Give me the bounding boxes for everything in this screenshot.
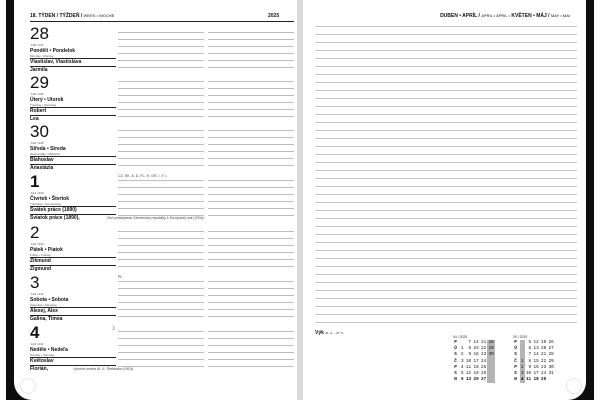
writing-line: [118, 151, 204, 152]
date-cell: 8: [468, 346, 472, 352]
day-separator-top: [30, 58, 116, 59]
day-count: 120 / 245: [31, 141, 44, 145]
note-line: [315, 130, 577, 131]
writing-line: [118, 137, 204, 138]
writing-line: [118, 194, 204, 195]
writing-line: [208, 102, 294, 103]
writing-line: [118, 208, 204, 209]
writing-line: [118, 144, 204, 145]
note-line: [315, 146, 577, 147]
date-cell: 27: [481, 377, 487, 383]
note-line: [315, 314, 577, 315]
day-separator-mid: [30, 164, 116, 165]
note-line: [315, 98, 577, 99]
date-cell: 18: [533, 377, 539, 383]
writing-line: [208, 165, 294, 166]
writing-line: [118, 231, 204, 232]
writing-line: [118, 352, 204, 353]
weekday-letter: N: [514, 377, 517, 383]
writing-line: [208, 309, 294, 310]
note-line: [315, 42, 577, 43]
mini-calendar-row: [453, 377, 495, 383]
day-name-sub: Saturday • Samstag: [30, 303, 57, 307]
writing-line: [208, 201, 294, 202]
day-count: 124 / 241: [31, 342, 44, 346]
date-cell: 4: [520, 377, 524, 383]
date-cell: 10: [465, 358, 472, 364]
note-line: [315, 306, 577, 307]
weekday-letter: P: [454, 364, 457, 370]
date-cell: 1: [460, 346, 464, 352]
date-cell: 5: [528, 340, 532, 345]
day-count: 122 / 243: [31, 242, 44, 246]
writing-line: [208, 238, 294, 239]
writing-line: [118, 81, 204, 82]
writing-line: [118, 130, 204, 131]
date-cell: 4: [460, 364, 464, 370]
weekday-letter: Ú: [514, 346, 517, 352]
day-separator-mid: [30, 115, 116, 116]
day-name-sub: Wednesday • Mittwoch: [30, 152, 61, 156]
note-line: [315, 138, 577, 139]
date-cell: 23: [481, 352, 487, 358]
date-cell: 11: [465, 364, 472, 370]
date-cell: 17: [473, 358, 479, 364]
nameday-1: Blahoslav: [30, 157, 54, 163]
day-name-sub: Friday • Freitag: [30, 253, 51, 257]
note-line: [315, 50, 577, 51]
note-line: [315, 114, 577, 115]
day-count: 119 / 246: [31, 92, 44, 96]
date-cell: 5: [460, 371, 464, 377]
week-sub: WEEK • WOCHE: [83, 13, 115, 18]
day-name: Středa • Streda: [30, 146, 66, 152]
note-line: [315, 202, 577, 203]
note-line: [315, 122, 577, 123]
date-cell: 22: [481, 346, 487, 352]
date-cell: 15: [473, 346, 479, 352]
day-note: PL: [118, 275, 123, 279]
writing-line: [118, 266, 204, 267]
day-note: Výročie úmrtia M. R. Štefánika (1919): [73, 367, 133, 371]
writing-line: [208, 60, 294, 61]
nameday-2: Anastázia: [30, 165, 54, 171]
day-name: Sobota • Sobota: [30, 297, 69, 303]
writing-line: [208, 359, 294, 360]
nameday-1: Květoslav: [30, 358, 54, 364]
writing-line: [118, 180, 204, 181]
date-cell: 27: [548, 346, 554, 352]
day-separator-mid: [30, 315, 116, 316]
writing-line: [118, 32, 204, 33]
writing-line: [208, 180, 294, 181]
nameday-2: Žigmund: [30, 266, 52, 272]
day-name-sub: Thursday • Donnerstag: [30, 202, 61, 206]
note-line: [315, 242, 577, 243]
date-cell: [487, 377, 495, 383]
month-sub-2: MAY • MAI: [550, 13, 570, 18]
writing-line: [208, 352, 294, 353]
note-line: [315, 58, 577, 59]
weekday-letter: P: [514, 364, 517, 370]
writing-line: [208, 137, 294, 138]
weekday-letter: Ú: [454, 346, 457, 352]
writing-line: [118, 109, 204, 110]
left-page: [14, 0, 297, 400]
note-line: [315, 66, 577, 67]
month-label-1: DUBEN • APRÍL /: [440, 13, 480, 19]
date-cell: 14: [473, 340, 479, 345]
week-header: [30, 13, 114, 19]
weekend-range: 31. 4. – 27. 5.: [325, 331, 344, 335]
writing-line: [208, 281, 294, 282]
writing-line: [208, 67, 294, 68]
writing-line: [118, 201, 204, 202]
writing-line: [118, 245, 204, 246]
day-separator-top: [30, 206, 116, 207]
day-name-sub: Monday • Montag: [30, 54, 54, 58]
note-line: [315, 234, 577, 235]
weekday-letter: S: [454, 371, 457, 377]
date-cell: 20: [473, 377, 479, 383]
note-line: [315, 82, 577, 83]
date-cell: 2: [460, 352, 464, 358]
note-line: [315, 178, 577, 179]
nameday-2: Florián,: [30, 366, 49, 372]
date-cell: 19: [473, 371, 479, 377]
day-number: 29: [30, 73, 49, 92]
day-number: 2: [30, 223, 40, 242]
date-cell: 21: [541, 352, 547, 358]
date-cell: 9: [468, 352, 472, 358]
date-cell: 28: [548, 352, 554, 358]
weekend-label: [315, 330, 344, 336]
date-cell: 13: [465, 377, 472, 383]
writing-line: [208, 81, 294, 82]
day-number: 1: [30, 172, 40, 191]
date-cell: 23: [541, 364, 547, 370]
writing-line: [208, 46, 294, 47]
date-cell: 22: [541, 358, 547, 364]
writing-line: [118, 102, 204, 103]
date-cell: 31: [548, 371, 554, 377]
writing-line: [208, 32, 294, 33]
writing-line: [208, 345, 294, 346]
date-cell: 7: [468, 340, 472, 345]
writing-line: [208, 331, 294, 332]
writing-line: [118, 288, 204, 289]
note-line: [315, 162, 577, 163]
note-line: [315, 258, 577, 259]
writing-line: [118, 338, 204, 339]
writing-line: [118, 46, 204, 47]
day-count: 121 / 244: [31, 191, 44, 195]
month-label-2: KVĚTEN • MÁJ /: [511, 13, 550, 19]
date-cell: 1: [520, 358, 524, 364]
note-line: [315, 186, 577, 187]
writing-line: [208, 53, 294, 54]
writing-line: [118, 295, 204, 296]
day-separator-top: [30, 307, 116, 308]
date-cell: 24: [541, 371, 547, 377]
date-cell: 26: [481, 371, 487, 377]
nameday-2: Lea: [30, 116, 39, 122]
note-line: [315, 194, 577, 195]
writing-line: [118, 259, 204, 260]
note-line: [315, 74, 577, 75]
date-cell: 24: [481, 358, 487, 364]
date-cell: 25: [481, 364, 487, 370]
note-line: [315, 290, 577, 291]
mini-calendar-grid: [453, 340, 495, 383]
date-cell: 9: [528, 364, 532, 370]
date-cell: 6: [460, 377, 464, 383]
writing-line: [208, 231, 294, 232]
writing-line: [118, 116, 204, 117]
day-number: 4: [30, 323, 40, 342]
date-cell: 7: [528, 352, 532, 358]
day-separator-top: [30, 357, 116, 358]
day-name-sub: Sunday • Sonntag: [30, 353, 55, 357]
date-cell: 30: [488, 352, 494, 358]
writing-line: [118, 309, 204, 310]
day-name: Úterý • Utorok: [30, 97, 64, 103]
date-cell: 16: [473, 352, 479, 358]
weekday-letter: Č: [514, 358, 517, 364]
note-line: [315, 226, 577, 227]
day-separator-top: [30, 257, 116, 258]
writing-line: [208, 266, 294, 267]
writing-line: [208, 302, 294, 303]
writing-line: [118, 53, 204, 54]
date-cell: 17: [533, 371, 539, 377]
date-cell: 6: [528, 346, 532, 352]
day-number: 28: [30, 24, 49, 43]
weekday-letter: Č: [454, 358, 457, 364]
note-line: [315, 322, 577, 323]
day-number: 3: [30, 273, 40, 292]
writing-line: [118, 67, 204, 68]
writing-line: [208, 316, 294, 317]
date-cell: 3: [460, 358, 464, 364]
day-count: 118 / 247: [31, 43, 44, 47]
nameday-1: Zikmund: [30, 258, 51, 264]
day-note: CZ, SK, A, D, FL, H, GR, I, F, L: [118, 174, 168, 178]
writing-line: [208, 338, 294, 339]
day-count: 123 / 242: [31, 292, 44, 296]
week-label: 18. TÝDEN / TÝŽDEŇ /: [30, 13, 83, 19]
date-cell: 15: [533, 358, 539, 364]
writing-line: [208, 130, 294, 131]
day-name-sub: Tuesday • Dienstag: [30, 103, 56, 107]
writing-line: [208, 366, 294, 367]
date-cell: 14: [533, 352, 539, 358]
mini-calendar-may: [513, 334, 555, 383]
day-separator-top: [30, 156, 116, 157]
note-line: [315, 26, 577, 27]
corner-ring-left: [20, 378, 36, 394]
day-separator-mid: [30, 214, 116, 215]
writing-line: [208, 88, 294, 89]
nameday-1: Robert: [30, 108, 47, 114]
date-cell: 10: [525, 371, 532, 377]
nameday-1: Vlastislav, Vlastislava: [30, 59, 82, 65]
date-cell: 21: [481, 340, 487, 345]
weekday-letter: S: [514, 371, 517, 377]
date-cell: 29: [548, 358, 554, 364]
writing-line: [118, 331, 204, 332]
writing-line: [118, 187, 204, 188]
writing-line: [208, 295, 294, 296]
year-label: 2025: [268, 13, 280, 19]
writing-line: [118, 359, 204, 360]
date-cell: 2: [520, 364, 524, 370]
date-cell: 26: [548, 340, 554, 345]
day-name: Čtvrtek • Štvrtok: [30, 196, 69, 202]
mini-calendar-title: 04 / 2025: [453, 335, 468, 339]
date-cell: 3: [520, 371, 524, 377]
date-cell: 8: [528, 358, 532, 364]
mini-calendar-row: [513, 377, 555, 383]
date-cell: 13: [533, 346, 539, 352]
writing-line: [208, 259, 294, 260]
weekday-letter: S: [514, 352, 517, 358]
writing-line: [208, 252, 294, 253]
day-name: Neděle • Nedeľa: [30, 347, 68, 353]
weekday-letter: P: [454, 340, 457, 345]
writing-line: [208, 151, 294, 152]
writing-line: [208, 109, 294, 110]
day-note: Deň pristúpenia Slovenskej republiky k Európskej únii (2004): [107, 216, 204, 220]
writing-line: [208, 245, 294, 246]
nameday-2: Jarmila: [30, 67, 48, 73]
note-line: [315, 282, 577, 283]
writing-line: [118, 281, 204, 282]
nameday-1: Alexej, Alex: [30, 308, 58, 314]
writing-line: [118, 252, 204, 253]
header-rule: [30, 21, 294, 22]
writing-line: [118, 95, 204, 96]
right-page: [303, 0, 586, 400]
writing-line: [118, 158, 204, 159]
weekday-letter: S: [454, 352, 457, 358]
writing-line: [118, 316, 204, 317]
month-header: [440, 13, 570, 19]
writing-line: [118, 39, 204, 40]
note-line: [315, 266, 577, 267]
mini-calendar-title: 05 / 2025: [513, 335, 528, 339]
note-line: [315, 90, 577, 91]
note-line: [315, 250, 577, 251]
writing-line: [208, 187, 294, 188]
nameday-2: Sviatok práce (1890),: [30, 215, 80, 221]
note-line: [315, 106, 577, 107]
writing-line: [208, 194, 294, 195]
corner-ring-right: [566, 378, 582, 394]
mini-calendar-grid: [513, 340, 555, 383]
date-cell: 12: [533, 340, 539, 345]
day-separator-mid: [30, 66, 116, 67]
writing-line: [118, 88, 204, 89]
date-cell: 12: [465, 371, 472, 377]
writing-line: [208, 288, 294, 289]
note-line: [315, 218, 577, 219]
writing-line: [118, 60, 204, 61]
note-line: [315, 274, 577, 275]
weekday-letter: N: [454, 377, 457, 383]
writing-line: [208, 208, 294, 209]
moon-phase-icon: ☽: [110, 326, 116, 332]
writing-line: [208, 95, 294, 96]
date-cell: [547, 377, 555, 383]
date-cell: 11: [525, 377, 532, 383]
day-separator-top: [30, 107, 116, 108]
nameday-2: Galina, Timea: [30, 316, 63, 322]
date-cell: 16: [533, 364, 539, 370]
day-name: Pondělí • Pondelok: [30, 48, 76, 54]
date-cell: 18: [473, 364, 479, 370]
writing-line: [118, 345, 204, 346]
note-line: [315, 298, 577, 299]
note-line: [315, 170, 577, 171]
mini-calendar-april: [453, 334, 495, 383]
date-cell: 30: [548, 364, 554, 370]
date-cell: 19: [541, 340, 547, 345]
note-line: [315, 154, 577, 155]
date-cell: 28: [488, 340, 494, 345]
nameday-1: Svátek práce (1890): [30, 207, 77, 213]
day-separator-mid: [30, 365, 116, 366]
writing-line: [208, 116, 294, 117]
month-sub-1: APRIL • APRIL •: [481, 13, 511, 18]
writing-line: [118, 302, 204, 303]
weekday-letter: P: [514, 340, 517, 345]
date-cell: 29: [488, 346, 494, 352]
day-separator-mid: [30, 265, 116, 266]
day-number: 30: [30, 122, 49, 141]
date-cell: 20: [541, 346, 547, 352]
writing-line: [208, 215, 294, 216]
note-line: [315, 210, 577, 211]
writing-line: [118, 165, 204, 166]
writing-line: [208, 144, 294, 145]
day-name: Pátek • Piatok: [30, 247, 63, 253]
date-cell: 25: [541, 377, 547, 383]
writing-line: [208, 158, 294, 159]
weekend-title: Výk: [315, 330, 324, 336]
writing-line: [208, 39, 294, 40]
writing-line: [118, 238, 204, 239]
note-line: [315, 34, 577, 35]
